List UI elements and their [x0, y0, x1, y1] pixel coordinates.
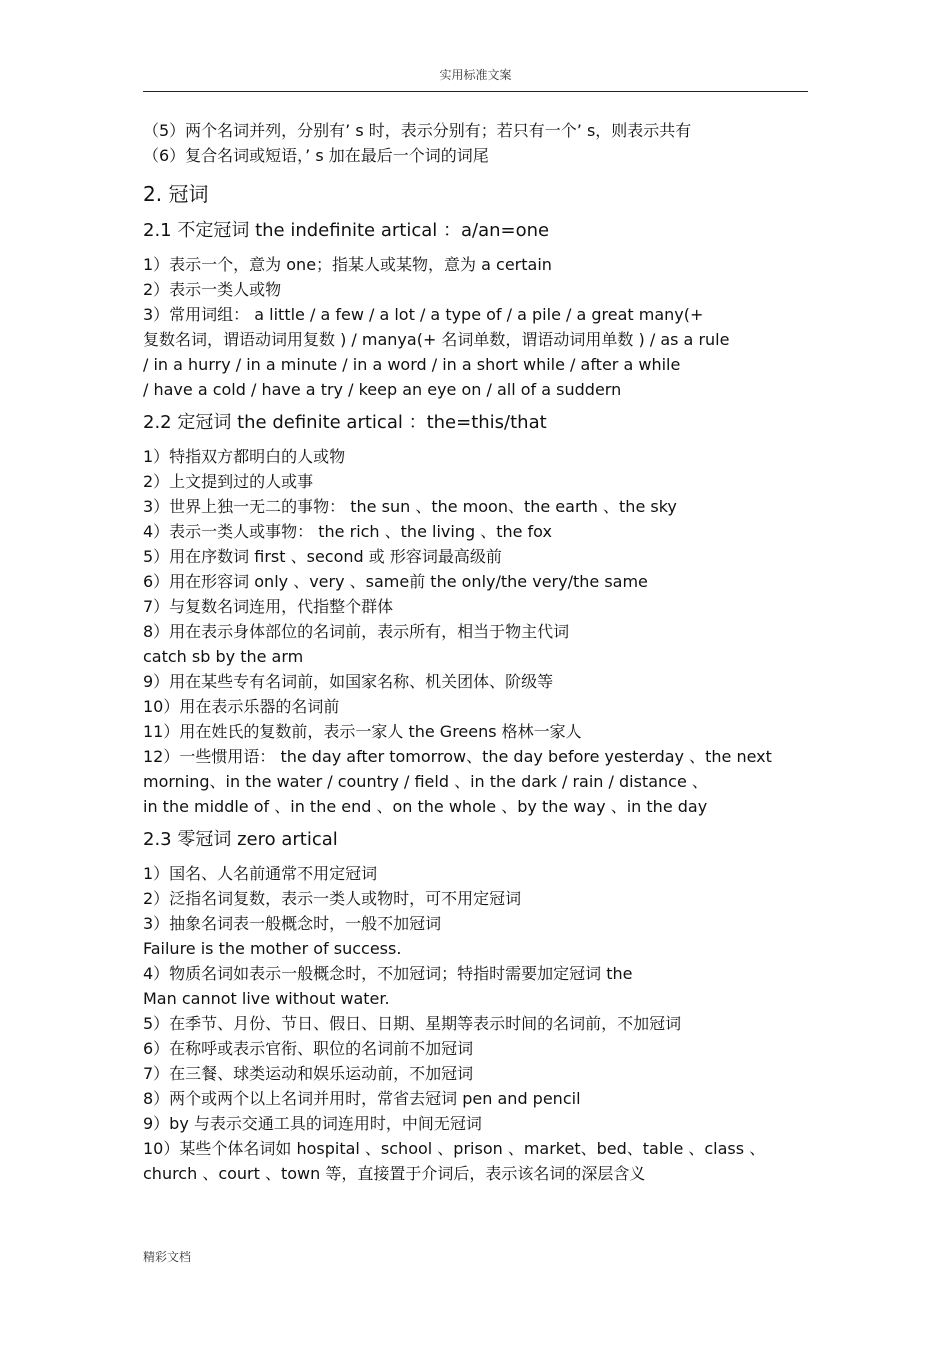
text-line: 2）泛指名词复数，表示一类人或物时，可不用定冠词	[143, 889, 522, 908]
text-line: 8）用在表示身体部位的名词前，表示所有，相当于物主代词	[143, 622, 570, 641]
subsection-heading-definite: 2.2 定冠词 the definite artical ：the=this/that	[143, 412, 547, 433]
text-line: 7）与复数名词连用，代指整个群体	[143, 597, 394, 616]
document-body	[143, 118, 808, 1186]
text-line: 11）用在姓氏的复数前，表示一家人 the Greens 格林一家人	[143, 722, 582, 741]
text-line: 2）上文提到过的人或事	[143, 472, 314, 491]
text-line: （6）复合名词或短语，’ s 加在最后一个词的词尾	[143, 146, 489, 165]
text-line: catch sb by the arm	[143, 647, 304, 666]
text-line: 3）抽象名词表一般概念时，一般不加冠词	[143, 914, 442, 933]
text-line: 3）常用词组： a little / a few / a lot / a type of / a pile / a great many(+	[143, 305, 704, 324]
text-line: Failure is the mother of success.	[143, 939, 402, 958]
text-line: 12）一些惯用语： the day after tomorrow、the day before yesterday 、the next	[143, 747, 772, 766]
text-line: 5）用在序数词 first 、second 或 形容词最高级前	[143, 547, 502, 566]
text-line: 1）国名、人名前通常不用定冠词	[143, 864, 378, 883]
text-line: 6）在称呼或表示官衔、职位的名词前不加冠词	[143, 1039, 474, 1058]
text-line: 9）by 与表示交通工具的词连用时，中间无冠词	[143, 1114, 482, 1133]
subsection-heading-zero: 2.3 零冠词 zero artical	[143, 829, 338, 850]
text-line: / have a cold / have a try / keep an eye on / all of a suddern	[143, 380, 622, 399]
text-line: 1）特指双方都明白的人或物	[143, 447, 346, 466]
header-rule	[143, 91, 808, 92]
text-line: / in a hurry / in a minute / in a word / in a short while / after a while	[143, 355, 681, 374]
text-line: 9）用在某些专有名词前，如国家名称、机关团体、阶级等	[143, 672, 554, 691]
section-heading-articles: 2. 冠词	[143, 182, 209, 206]
text-line: 2）表示一类人或物	[143, 280, 282, 299]
text-line: 6）用在形容词 only 、very 、same前 the only/the very/the same	[143, 572, 648, 591]
text-line: 4）表示一类人或事物： the rich 、the living 、the fox	[143, 522, 552, 541]
text-line: 7）在三餐、球类运动和娱乐运动前，不加冠词	[143, 1064, 474, 1083]
page-header: 实用标准文案	[439, 68, 512, 82]
text-line: 8）两个或两个以上名词并用时，常省去冠词 pen and pencil	[143, 1089, 581, 1108]
text-line: Man cannot live without water.	[143, 989, 390, 1008]
page-footer: 精彩文档	[143, 1250, 192, 1264]
text-line: 1）表示一个，意为 one；指某人或某物，意为 a certain	[143, 255, 552, 274]
text-line: 5）在季节、月份、节日、假日、日期、星期等表示时间的名词前，不加冠词	[143, 1014, 682, 1033]
text-line: （5）两个名词并列，分别有’ s 时，表示分别有；若只有一个’ s，则表示共有	[143, 121, 692, 140]
text-line: 复数名词，谓语动词用复数 ) / manya(+ 名词单数，谓语动词用单数 ) / as a rule	[143, 330, 730, 349]
text-line: 3）世界上独一无二的事物： the sun 、the moon、the earth 、the sky	[143, 497, 677, 516]
text-line: morning、in the water / country / field 、in the dark / rain / distance 、	[143, 772, 708, 791]
text-line: 10）用在表示乐器的名词前	[143, 697, 340, 716]
text-line: church 、court 、town 等，直接置于介词后，表示该名词的深层含义	[143, 1164, 646, 1183]
text-line: 10）某些个体名词如 hospital 、school 、prison 、market、bed、table 、class 、	[143, 1139, 766, 1158]
text-line: in the middle of 、in the end 、on the whole 、by the way 、in the day	[143, 797, 708, 816]
subsection-heading-indefinite: 2.1 不定冠词 the indefinite artical ：a/an=one	[143, 220, 550, 241]
text-line: 4）物质名词如表示一般概念时，不加冠词；特指时需要加定冠词 the	[143, 964, 633, 983]
